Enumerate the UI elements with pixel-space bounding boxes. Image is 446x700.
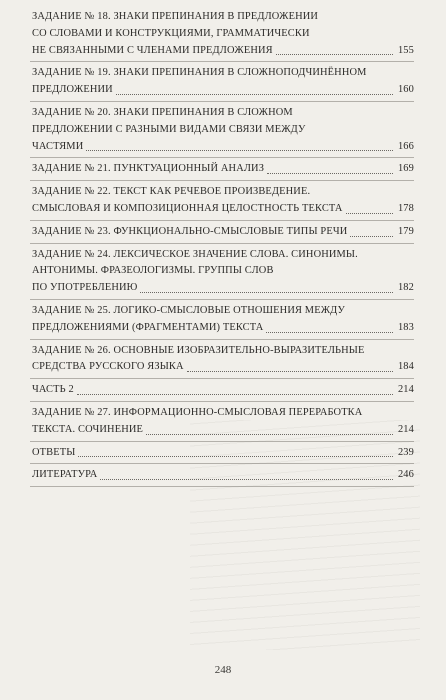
dot-leader xyxy=(267,172,393,174)
toc-entry[interactable] xyxy=(32,224,414,241)
toc-entry[interactable] xyxy=(32,9,414,59)
toc-entry-title-line: ПРЕДЛОЖЕНИИ С РАЗНЫМИ ВИДАМИ СВЯЗИ МЕЖДУ xyxy=(32,123,306,135)
toc-entry[interactable] xyxy=(32,105,414,155)
table-of-contents xyxy=(32,9,414,490)
toc-entry-title-line: ЗАДАНИЕ № 19. ЗНАКИ ПРЕПИНАНИЯ В СЛОЖНОПОДЧИНЁННОМ xyxy=(32,67,367,79)
toc-entry-page: 182 xyxy=(397,282,414,294)
toc-entry-last-line xyxy=(32,320,414,337)
toc-entry-title-line: СО СЛОВАМИ И КОНСТРУКЦИЯМИ, ГРАММАТИЧЕСКИ xyxy=(32,27,310,39)
toc-entry-last-line xyxy=(32,445,414,462)
toc-entry[interactable] xyxy=(32,65,414,99)
toc-entry-last-line xyxy=(32,43,414,60)
page-number: 248 xyxy=(214,664,232,676)
dot-leader xyxy=(266,331,393,333)
toc-entry-last-line xyxy=(32,224,414,241)
toc-entry-title-line: ПРЕДЛОЖЕНИЯМИ (ФРАГМЕНТАМИ) ТЕКСТА xyxy=(32,321,264,333)
toc-entry-last-line xyxy=(32,467,414,484)
toc-entry-title-line: ЗАДАНИЕ № 22. ТЕКСТ КАК РЕЧЕВОЕ ПРОИЗВЕДЕНИЕ. xyxy=(32,186,311,198)
toc-entry-title-line: ЗАДАНИЕ № 24. ЛЕКСИЧЕСКОЕ ЗНАЧЕНИЕ СЛОВА. СИНОНИМЫ. xyxy=(32,248,358,260)
toc-entry-last-line xyxy=(32,280,414,297)
toc-entry[interactable] xyxy=(32,184,414,218)
entry-divider xyxy=(30,61,414,62)
toc-entry-page: 183 xyxy=(397,321,414,333)
entry-divider xyxy=(30,378,414,379)
dot-leader xyxy=(350,235,393,237)
dot-leader xyxy=(116,93,393,95)
toc-entry-page: 246 xyxy=(397,469,414,481)
toc-entry-title-line: ЗАДАНИЕ № 23. ФУНКЦИОНАЛЬНО-СМЫСЛОВЫЕ ТИПЫ РЕЧИ xyxy=(32,225,348,237)
toc-entry-title-line: ЗАДАНИЕ № 25. ЛОГИКО-СМЫСЛОВЫЕ ОТНОШЕНИЯ МЕЖДУ xyxy=(32,304,346,316)
toc-entry-page: 184 xyxy=(397,361,414,373)
toc-entry-last-line xyxy=(32,161,414,178)
toc-entry-page: 214 xyxy=(397,423,414,435)
dot-leader xyxy=(100,478,393,480)
toc-entry-last-line xyxy=(32,359,414,376)
toc-entry-title-line: ТЕКСТА. СОЧИНЕНИЕ xyxy=(32,423,144,435)
toc-entry[interactable] xyxy=(32,382,414,399)
toc-entry-last-line xyxy=(32,422,414,439)
toc-entry-page: 169 xyxy=(397,163,414,175)
toc-entry[interactable] xyxy=(32,445,414,462)
toc-entry-title-line: ЛИТЕРАТУРА xyxy=(32,469,98,481)
entry-divider xyxy=(30,157,414,158)
toc-entry-title-line: ЗАДАНИЕ № 26. ОСНОВНЫЕ ИЗОБРАЗИТЕЛЬНО-ВЫРАЗИТЕЛЬНЫЕ xyxy=(32,344,365,356)
toc-entry-last-line xyxy=(32,382,414,399)
dot-leader xyxy=(187,370,393,372)
entry-divider xyxy=(30,299,414,300)
toc-entry-page: 160 xyxy=(397,84,414,96)
entry-divider xyxy=(30,401,414,402)
toc-entry[interactable] xyxy=(32,343,414,377)
toc-entry[interactable] xyxy=(32,247,414,297)
toc-entry-last-line xyxy=(32,82,414,99)
toc-entry[interactable] xyxy=(32,303,414,337)
toc-entry-title-line: ЗАДАНИЕ № 21. ПУНКТУАЦИОННЫЙ АНАЛИЗ xyxy=(32,163,265,175)
toc-entry-title-line: ПО УПОТРЕБЛЕНИЮ xyxy=(32,282,138,294)
toc-entry-title-line: ЗАДАНИЕ № 27. ИНФОРМАЦИОННО-СМЫСЛОВАЯ ПЕРЕРАБОТКА xyxy=(32,406,363,418)
toc-entry-last-line xyxy=(32,139,414,156)
toc-entry-title-line: ЧАСТЯМИ xyxy=(32,140,84,152)
toc-entry[interactable] xyxy=(32,161,414,178)
dot-leader xyxy=(86,149,393,151)
entry-divider xyxy=(30,180,414,181)
entry-divider xyxy=(30,463,414,464)
toc-entry-title-line: СРЕДСТВА РУССКОГО ЯЗЫКА xyxy=(32,361,184,373)
dot-leader xyxy=(346,212,393,214)
toc-entry-title-line: СМЫСЛОВАЯ И КОМПОЗИЦИОННАЯ ЦЕЛОСТНОСТЬ ТЕКСТА xyxy=(32,202,343,214)
entry-divider xyxy=(30,486,414,487)
toc-entry-title-line: НЕ СВЯЗАННЫМИ С ЧЛЕНАМИ ПРЕДЛОЖЕНИЯ xyxy=(32,44,273,56)
entry-divider xyxy=(30,220,414,221)
entry-divider xyxy=(30,441,414,442)
dot-leader xyxy=(140,291,393,293)
toc-entry-last-line xyxy=(32,201,414,218)
toc-entry-title-line: АНТОНИМЫ. ФРАЗЕОЛОГИЗМЫ. ГРУППЫ СЛОВ xyxy=(32,265,274,277)
toc-entry-page: 166 xyxy=(397,140,414,152)
toc-entry-title-line: ЗАДАНИЕ № 20. ЗНАКИ ПРЕПИНАНИЯ В СЛОЖНОМ xyxy=(32,106,293,118)
entry-divider xyxy=(30,101,414,102)
toc-entry-title-line: ЗАДАНИЕ № 18. ЗНАКИ ПРЕПИНАНИЯ В ПРЕДЛОЖЕНИИ xyxy=(32,11,319,22)
toc-entry-page: 155 xyxy=(397,44,414,56)
toc-entry-page: 179 xyxy=(397,225,414,237)
toc-entry-page: 214 xyxy=(397,384,414,396)
dot-leader xyxy=(276,53,393,55)
toc-entry-page: 239 xyxy=(397,446,414,458)
toc-entry-title-line: ОТВЕТЫ xyxy=(32,446,76,458)
dot-leader xyxy=(78,455,393,457)
dot-leader xyxy=(77,393,393,395)
toc-entry[interactable] xyxy=(32,405,414,439)
toc-entry[interactable] xyxy=(32,467,414,484)
dot-leader xyxy=(146,433,393,435)
toc-entry-title-line: ПРЕДЛОЖЕНИИ xyxy=(32,84,113,96)
toc-entry-page: 178 xyxy=(397,202,414,214)
entry-divider xyxy=(30,339,414,340)
toc-entry-title-line: ЧАСТЬ 2 xyxy=(32,384,74,396)
entry-divider xyxy=(30,243,414,244)
